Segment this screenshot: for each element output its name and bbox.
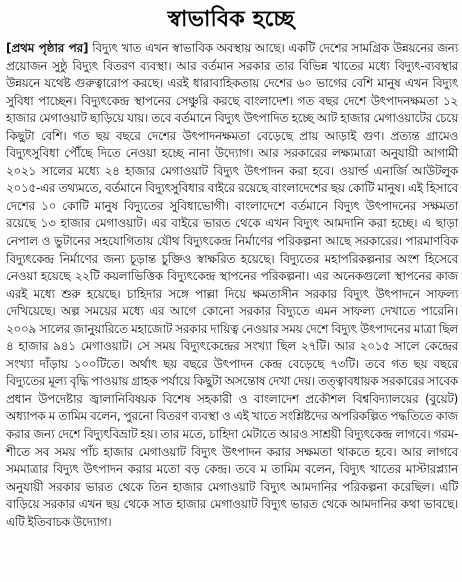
article-body-text: বিদ্যুৎ খাত এখন স্বাভাবিক অবস্থায় আছে। একটি দেশের সামগ্রিক উন্নয়নের জন্য প্রয়োজন সুষ্ঠু বিদ্যুৎ বিতরণ ব্যবস্থা। আর বর্তমান সরকার তার বিভিন্ন খাতের মধ্যে বিদ্যুৎ-ব্যবস্থার উন্নয়নে যথেষ্ট গুরুত্বারোপ করছে। এরই ধারাবাহিকতায় দেশের ৬০ ভাগের বেশি মানুষ এখন বিদ্যুৎ সুবিধা পাচ্ছেন। বিদ্যুৎকেন্দ্র স্থাপনের সেঞ্চুরি করছে বাংলাদেশ। গত বছর দেশে উৎপাদনক্ষমতা ১২ হাজার মেগাওয়াট ছাড়িয়ে যায়। তবে বর্তমানে বিদ্যুৎ উৎপাদিত হচ্ছে আট হাজার মেগাওয়াটের চেয়ে কিছুটা বেশি। গত ছয় বছরে দেশের উৎপাদনক্ষমতা বেড়েছে প্রায় আড়াই গুণ। প্রত্যন্ত গ্রামেও বিদ্যুৎসুবিধা পৌঁছে দিতে নেওয়া হচ্ছে নানা উদ্যোগ। আর সরকারের লক্ষ্যমাত্রা অনুযায়ী আগামী ২০২১ সালের মধ্যে ২৪ হাজার মেগাওয়াট বিদ্যুৎ উৎপাদন করা হবে। ওয়ার্ল্ড এনার্জি আউটলুক ২০১৫-এর তথ্যমতে, বর্তমানে বিদ্যুৎসুবিধার বাইরে রয়েছে বাংলাদেশের ছয় কোটি মানুষ। এই হিসাবে দেশের ১০ কোটি মানুষ বিদ্যুতের সুবিধাভোগী। বাংলাদেশে বর্তমানে বিদ্যুৎ উৎপাদনের সক্ষমতা রয়েছে ১৩ হাজার মেগাওয়াট। এর বাইরে ভারত থেকে এখন বিদ্যুৎ আমদানি করা হচ্ছে। এ ছাড়া নেপাল ও ভুটানের সহযোগিতায় যৌথ বিদ্যুৎকেন্দ্র নির্মাণের পরিকল্পনা আছে সরকারের। পারমাণবিক বিদ্যুৎকেন্দ্র নির্মাণের জন্য চূড়ান্ত চুক্তিও স্বাক্ষরিত হয়েছে। বিদ্যুতের মহাপরিকল্পনার অংশ হিসেবে নেওয়া হয়েছে ২২টি কয়লাভিত্তিক বিদ্যুৎকেন্দ্র স্থাপনের পরিকল্পনা। এর অনেকগুলো স্থাপনের কাজ এরই মধ্যে শুরু হয়েছে। চাহিদার সঙ্গে পাল্লা দিয়ে ক্ষমতাসীন সরকার বিদ্যুৎ উৎপাদনে সাফল্য দেখিয়েছে। অল্প সময়ের মধ্যে এর আগে কোনো সরকার বিদ্যুতে এমন সাফল্য দেখাতে পারেনি। ২০০৯ সালের জানুয়ারিতে মহাজোট সরকার দায়িত্ব নেওয়ার সময় দেশে বিদ্যুৎ উৎপাদনের মাত্রা ছিল ৪ হাজার ৯৪১ মেগাওয়াট। সে সময় বিদ্যুৎকেন্দ্রের সংখ্যা ছিল ২৭টি। আর ২০১৫ সালে কেন্দ্রের সংখ্যা দাঁড়ায় ১০০টিতে। অর্থাৎ ছয় বছরে উৎপাদন কেন্দ্র বেড়েছে ৭৩টি। তবে গত ছয় বছরে বিদ্যুতের মূল্য বৃদ্ধি পাওয়ায় গ্রাহক পর্যায়ে কিছুটা অসন্তোষ দেখা দেয়। তত্ত্বাবধায়ক সরকারের সাবেক প্রধান উপদেষ্টার জ্বালানিবিষয়ক বিশেষ সহকারী ও বাংলাদেশ প্রকৌশল বিশ্ববিদ্যালয়ের (বুয়েট) অধ্যাপক ম তামিম বলেন, পুরনো বিতরণ ব্যবস্থা ও এই খাতে সংশ্লিষ্টদের অপরিকল্পিত পদ্ধতিতে কাজ করার জন্য দেশে বিদ্যুৎবিভ্রাট হয়। তার মতে, চাহিদা মেটাতে আরও সাশ্রয়ী বিদ্যুৎকেন্দ্র লাগবে। গরম-শীতে সব সময় পাঁচ হাজার মেগাওয়াট বিদ্যুৎ উৎপাদন করার সক্ষমতা থাকতে হবে। আর লাগবে সমমাত্রার বিদ্যুৎ উৎপাদন করার মতো বড় কেন্দ্র। তবে ম তামিম বলেন, বিদ্যুৎ খাতের মাস্টারপ্ল্যান অনুযায়ী সরকার ভারত থেকে তিন হাজার মেগাওয়াট বিদ্যুৎ আমদানির পরিকল্পনা করেছিল। এটি বাড়িয়ে সরকার এখন ছয় থেকে সাত হাজার মেগাওয়াট বিদ্যুৎ ভারত থেকে আমদানির কথা ভাবছে। এটি ইতিবাচক উদ্যোগ। bbox=[6, 41, 459, 529]
article-body bbox=[6, 40, 458, 531]
headline: স্বাভাবিক হচ্ছে bbox=[167, 6, 295, 32]
continuation-label: [প্রথম পৃষ্ঠার পর] bbox=[6, 41, 89, 55]
